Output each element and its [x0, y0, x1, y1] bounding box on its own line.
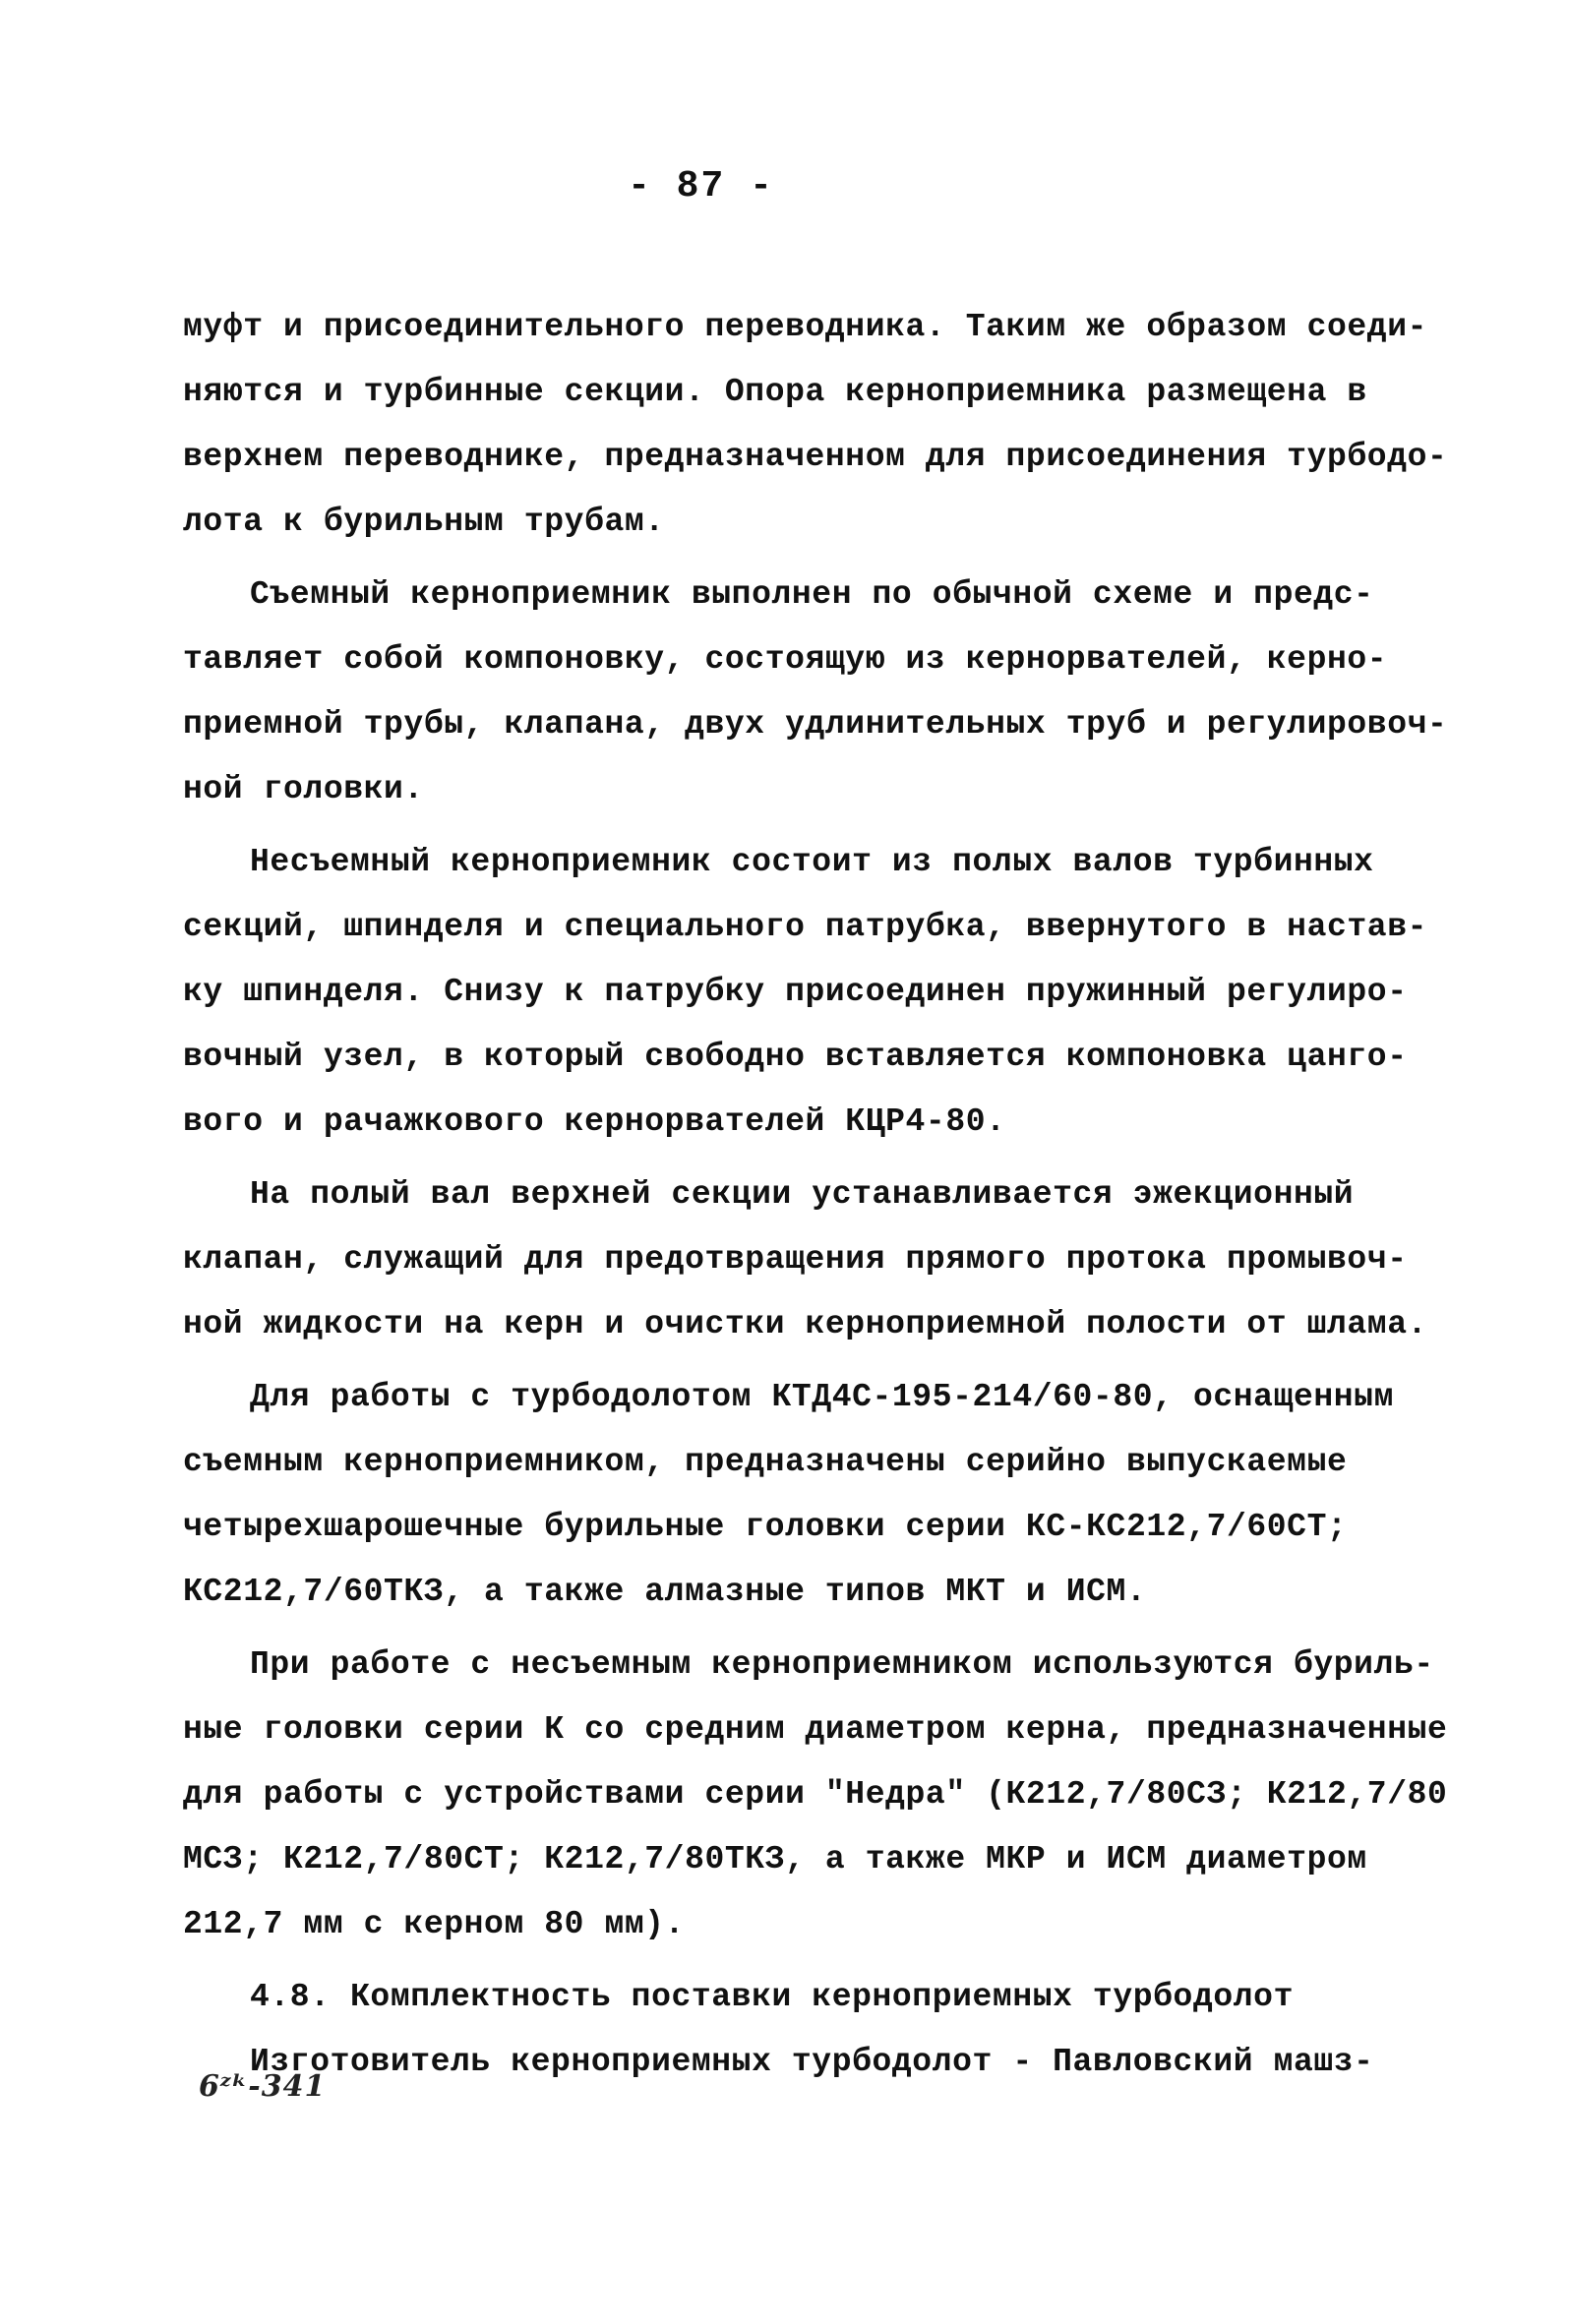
- text-line: ку шпинделя. Снизу к патрубку присоединен пружинный регулиро-: [183, 974, 1408, 1010]
- text-line: ные головки серии К со средним диаметром керна, предназначенные: [183, 1711, 1448, 1748]
- text-line: няются и турбинные секции. Опора керноприемника размещена в: [183, 374, 1367, 410]
- text-line: вого и рачажкового кернорвателей КЦР4-80.: [183, 1103, 1006, 1140]
- text-line: четырехшарошечные бурильные головки серии КС-КС212,7/60СТ;: [183, 1509, 1348, 1545]
- text-line: для работы с устройствами серии "Недра" (К212,7/80СЗ; К212,7/80: [183, 1776, 1448, 1813]
- text-line: тавляет собой компоновку, состоящую из кернорвателей, керно-: [183, 641, 1388, 678]
- paragraph-first-line: Несъемный керноприемник состоит из полых валов турбинных: [250, 844, 1374, 880]
- text-line: вочный узел, в который свободно вставляется компоновка цанго-: [183, 1039, 1408, 1075]
- text-line: лота к бурильным трубам.: [183, 504, 665, 540]
- body-text: [183, 295, 1462, 2095]
- handwritten-note: 6ᶻᵏ-341: [199, 2069, 327, 2104]
- text-line: муфт и присоединительного переводника. Таким же образом соеди-: [183, 309, 1427, 345]
- text-line: 212,7 мм с керном 80 мм).: [183, 1906, 686, 1942]
- text-line: ной жидкости на керн и очистки керноприемной полости от шлама.: [183, 1306, 1427, 1342]
- text-line: ной головки.: [183, 771, 424, 807]
- text-line: секций, шпинделя и специального патрубка, ввернутого в настав-: [183, 909, 1427, 945]
- paragraph-first-line: При работе с несъемным керноприемником используются буриль-: [250, 1646, 1434, 1683]
- paragraph-first-line: Съемный керноприемник выполнен по обычной схеме и предс-: [250, 576, 1374, 613]
- text-line: приемной трубы, клапана, двух удлинительных труб и регулировоч-: [183, 706, 1448, 743]
- text-line: клапан, служащий для предотвращения прямого протока промывоч-: [183, 1241, 1408, 1278]
- section-heading: 4.8. Комплектность поставки керноприемных турбодолот: [250, 1979, 1294, 2015]
- text-line: МСЗ; К212,7/80СТ; К212,7/80ТКЗ, а также МКР и ИСМ диаметром: [183, 1841, 1367, 1877]
- page-number: - 87 -: [628, 165, 774, 208]
- text-line: съемным керноприемником, предназначены серийно выпускаемые: [183, 1444, 1348, 1480]
- paragraph-first-line: Для работы с турбодолотом КТД4С-195-214/60-80, оснащенным: [250, 1379, 1394, 1415]
- text-line: КС212,7/60ТКЗ, а также алмазные типов МКТ и ИСМ.: [183, 1574, 1147, 1610]
- paragraph-first-line: Изготовитель керноприемных турбодолот - Павловский машз-: [250, 2044, 1374, 2080]
- text-line: верхнем переводнике, предназначенном для присоединения турбодо-: [183, 439, 1448, 475]
- paragraph-first-line: На полый вал верхней секции устанавливается эжекционный: [250, 1176, 1355, 1213]
